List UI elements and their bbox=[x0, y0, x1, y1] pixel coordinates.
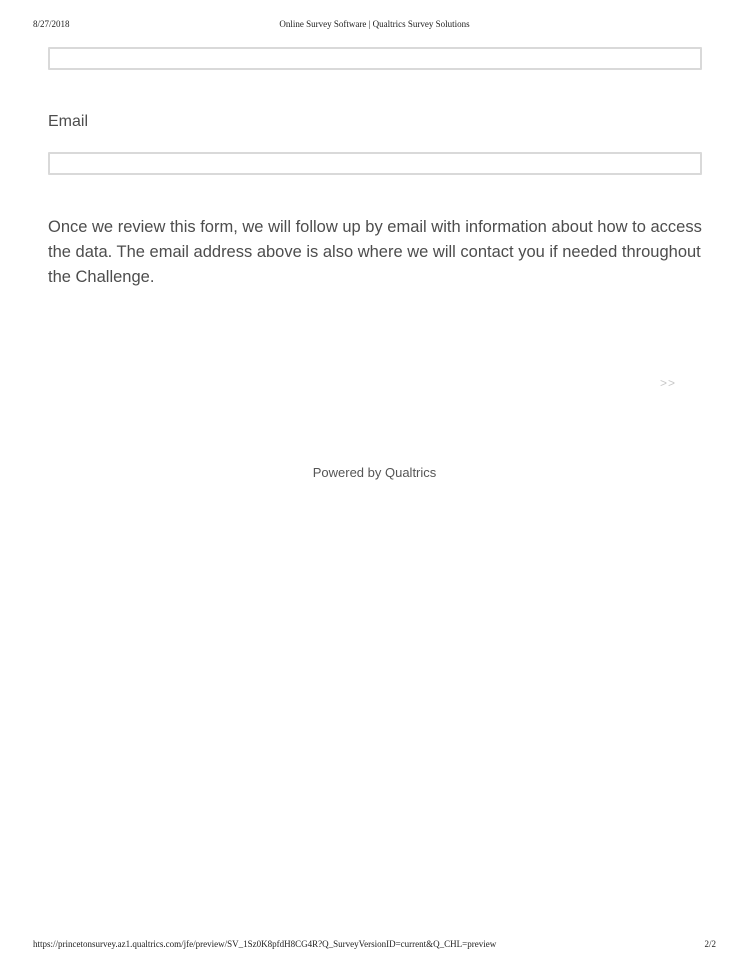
print-url: https://princetonsurvey.az1.qualtrics.com/jfe/preview/SV_1Sz0K8pfdH8CG4R?Q_SurveyVersionID=current&Q_CHL=preview bbox=[33, 939, 497, 949]
powered-by-qualtrics[interactable]: Powered by Qualtrics bbox=[312, 465, 437, 480]
print-page-title: Online Survey Software | Qualtrics Survey Solutions bbox=[279, 19, 470, 29]
email-input[interactable] bbox=[48, 152, 702, 175]
email-label: Email bbox=[48, 113, 89, 130]
print-date: 8/27/2018 bbox=[33, 19, 70, 29]
print-page-number: 2/2 bbox=[704, 939, 716, 949]
previous-text-input[interactable] bbox=[48, 47, 702, 70]
info-text: Once we review this form, we will follow up by email with information about how to access the data. The email address above is also where we will contact you if needed throughout the Challenge. bbox=[48, 218, 702, 286]
next-button[interactable]: >> bbox=[660, 376, 677, 390]
